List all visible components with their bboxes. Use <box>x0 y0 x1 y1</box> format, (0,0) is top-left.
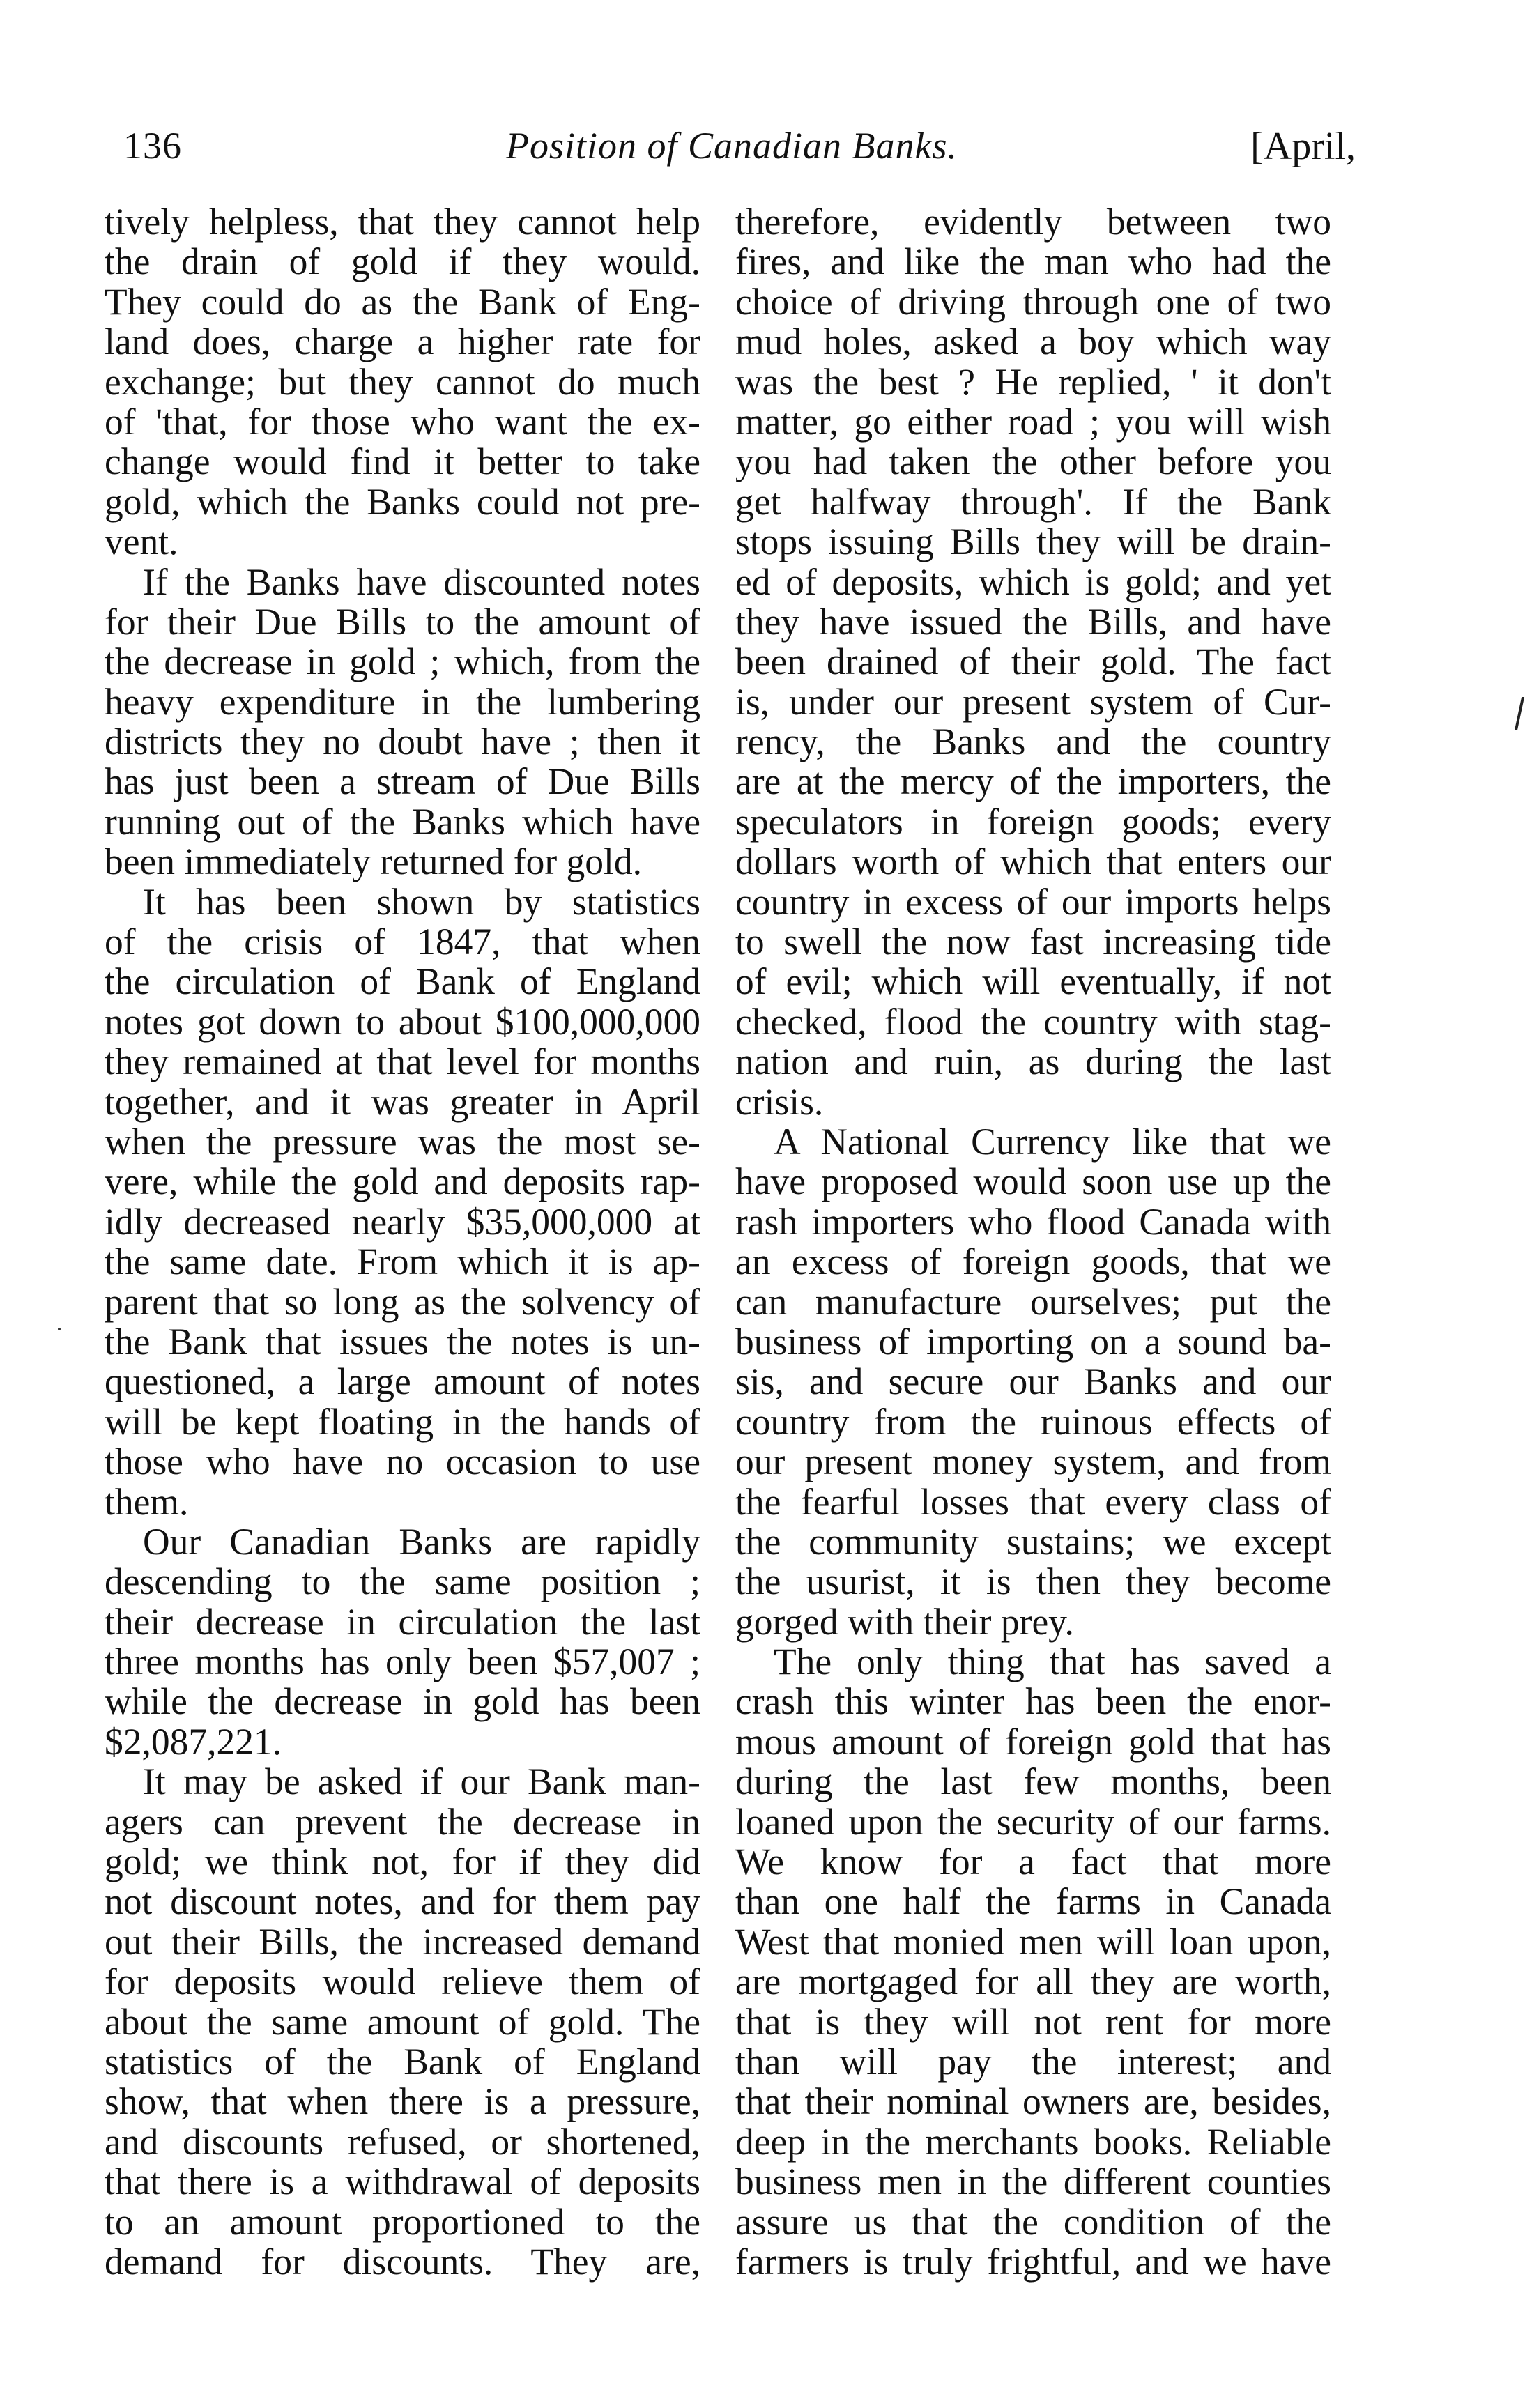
margin-mark <box>1515 697 1524 730</box>
text-line: of 'that, for those who want the ex- <box>105 400 700 443</box>
text-line: agers can prevent the decrease in <box>105 1800 700 1843</box>
text-line: that their nominal owners are, besides, <box>735 2080 1331 2123</box>
text-line: tively helpless, that they cannot help <box>105 201 700 243</box>
text-line: are mortgaged for all they are worth, <box>735 1961 1331 2003</box>
text-line: for deposits would relieve them of <box>105 1961 700 2003</box>
left-column <box>105 202 700 2282</box>
text-line: choice of driving through one of two <box>735 280 1331 323</box>
text-line: to an amount proportioned to the <box>105 2200 700 2243</box>
text-line: It may be asked if our Bank man- <box>143 1761 700 1803</box>
text-line: during the last few months, been <box>735 1761 1331 1803</box>
text-line: deep in the merchants books. Reliable <box>735 2120 1331 2163</box>
text-line: them. <box>105 1480 189 1523</box>
running-date: [April, <box>1250 125 1356 168</box>
text-line: gold, which the Banks could not pre- <box>105 480 700 523</box>
text-line: gorged with their prey. <box>735 1600 1074 1643</box>
text-line: West that monied men will loan upon, <box>735 1920 1331 1963</box>
text-line: get halfway through'. If the Bank <box>735 480 1331 523</box>
text-line: they have issued the Bills, and have <box>735 600 1331 643</box>
text-line: idly decreased nearly $35,000,000 at <box>105 1200 700 1243</box>
text-line: the circulation of Bank of England <box>105 960 700 1003</box>
text-line: Our Canadian Banks are rapidly <box>143 1520 700 1563</box>
text-line: and discounts refused, or shortened, <box>105 2120 700 2163</box>
text-line: parent that so long as the solvency of <box>105 1280 700 1323</box>
text-line: It has been shown by statistics <box>143 880 700 923</box>
text-line: can manufacture ourselves; put the <box>735 1280 1331 1323</box>
text-line: speculators in foreign goods; every <box>735 800 1331 843</box>
text-line: the same date. From which it is ap- <box>105 1241 700 1283</box>
text-line: for their Due Bills to the amount of <box>105 600 700 643</box>
text-line: $2,087,221. <box>105 1720 282 1763</box>
text-line: questioned, a large amount of notes <box>105 1360 700 1403</box>
text-line: out their Bills, the increased demand <box>105 1920 700 1963</box>
text-line: crash this winter has been the enor- <box>735 1680 1331 1723</box>
text-line: the usurist, it is then they become <box>735 1560 1331 1603</box>
text-line: their decrease in circulation the last <box>105 1600 700 1643</box>
text-line: business of importing on a sound ba- <box>735 1320 1331 1363</box>
text-line: than one half the farms in Canada <box>735 1880 1331 1923</box>
text-line: is, under our present system of Cur- <box>735 680 1331 723</box>
text-line: has just been a stream of Due Bills <box>105 760 700 803</box>
running-title: Position of Canadian Banks. <box>506 125 958 167</box>
text-line: show, that when there is a pressure, <box>105 2080 700 2123</box>
text-line: country from the ruinous effects of <box>735 1400 1331 1443</box>
text-line: vere, while the gold and deposits rap- <box>105 1160 700 1203</box>
text-line: about the same amount of gold. The <box>105 2000 700 2043</box>
margin-dot <box>58 1328 61 1330</box>
text-line: you had taken the other before you <box>735 440 1331 483</box>
text-line: heavy expenditure in the lumbering <box>105 680 700 723</box>
text-line: business men in the different counties <box>735 2161 1331 2203</box>
text-line: rency, the Banks and the country <box>735 721 1331 763</box>
text-line: exchange; but they cannot do much <box>105 360 700 403</box>
page-header <box>108 124 1356 180</box>
text-line: mous amount of foreign gold that has <box>735 1720 1331 1763</box>
text-line: an excess of foreign goods, that we <box>735 1241 1331 1283</box>
text-line: together, and it was greater in April <box>105 1080 700 1123</box>
text-line: vent. <box>105 521 178 563</box>
text-line: those who have no occasion to use <box>105 1441 700 1483</box>
text-line: statistics of the Bank of England <box>105 2040 700 2083</box>
text-line: therefore, evidently between two <box>735 201 1331 243</box>
text-line: sis, and secure our Banks and our <box>735 1360 1331 1403</box>
text-line: demand for discounts. They are, <box>105 2240 700 2283</box>
text-line: been immediately returned for gold. <box>105 841 643 883</box>
text-line: country in excess of our imports helps <box>735 880 1331 923</box>
text-line: our present money system, and from <box>735 1441 1331 1483</box>
text-line: gold; we think not, for if they did <box>105 1841 700 1883</box>
text-line: change would find it better to take <box>105 440 700 483</box>
text-line: checked, flood the country with stag- <box>735 1000 1331 1043</box>
text-line: We know for a fact that more <box>735 1841 1331 1883</box>
text-line: the drain of gold if they would. <box>105 240 700 283</box>
text-line: to swell the now fast increasing tide <box>735 921 1331 963</box>
text-line: the community sustains; we except <box>735 1520 1331 1563</box>
text-line: are at the mercy of the importers, the <box>735 760 1331 803</box>
text-line: than will pay the interest; and <box>735 2040 1331 2083</box>
text-line: crisis. <box>735 1080 824 1123</box>
text-line: while the decrease in gold has been <box>105 1680 700 1723</box>
text-line: the Bank that issues the notes is un- <box>105 1320 700 1363</box>
text-line: nation and ruin, as during the last <box>735 1041 1331 1083</box>
text-line: they remained at that level for months <box>105 1041 700 1083</box>
text-line: three months has only been $57,007 ; <box>105 1641 700 1683</box>
text-line: matter, go either road ; you will wish <box>735 400 1331 443</box>
text-line: A National Currency like that we <box>774 1120 1331 1163</box>
text-line: districts they no doubt have ; then it <box>105 721 700 763</box>
text-line: was the best ? He replied, ' it don't <box>735 360 1331 403</box>
text-line: If the Banks have discounted notes <box>143 560 700 603</box>
text-line: will be kept floating in the hands of <box>105 1400 700 1443</box>
page-number: 136 <box>123 125 182 167</box>
text-line: when the pressure was the most se- <box>105 1120 700 1163</box>
text-line: that is they will not rent for more <box>735 2000 1331 2043</box>
text-line: mud holes, asked a boy which way <box>735 321 1331 363</box>
text-line: the decrease in gold ; which, from the <box>105 641 700 683</box>
text-line: not discount notes, and for them pay <box>105 1880 700 1923</box>
text-line: They could do as the Bank of Eng- <box>105 280 700 323</box>
text-line: the fearful losses that every class of <box>735 1480 1331 1523</box>
text-line: that there is a withdrawal of deposits <box>105 2161 700 2203</box>
text-line: running out of the Banks which have <box>105 800 700 843</box>
text-line: notes got down to about $100,000,000 <box>105 1000 700 1043</box>
text-line: been drained of their gold. The fact <box>735 641 1331 683</box>
text-line: farmers is truly frightful, and we have <box>735 2240 1331 2283</box>
text-line: assure us that the condition of the <box>735 2200 1331 2243</box>
text-line: of evil; which will eventually, if not <box>735 960 1331 1003</box>
text-line: ed of deposits, which is gold; and yet <box>735 560 1331 603</box>
text-line: dollars worth of which that enters our <box>735 841 1331 883</box>
text-line: loaned upon the security of our farms. <box>735 1800 1331 1843</box>
text-line: descending to the same position ; <box>105 1560 700 1603</box>
text-line: of the crisis of 1847, that when <box>105 921 700 963</box>
text-line: rash importers who flood Canada with <box>735 1200 1331 1243</box>
right-column <box>735 202 1331 2282</box>
text-line: The only thing that has saved a <box>774 1641 1331 1683</box>
text-line: stops issuing Bills they will be drain- <box>735 521 1331 563</box>
text-line: fires, and like the man who had the <box>735 240 1331 283</box>
text-line: land does, charge a higher rate for <box>105 321 700 363</box>
text-line: have proposed would soon use up the <box>735 1160 1331 1203</box>
